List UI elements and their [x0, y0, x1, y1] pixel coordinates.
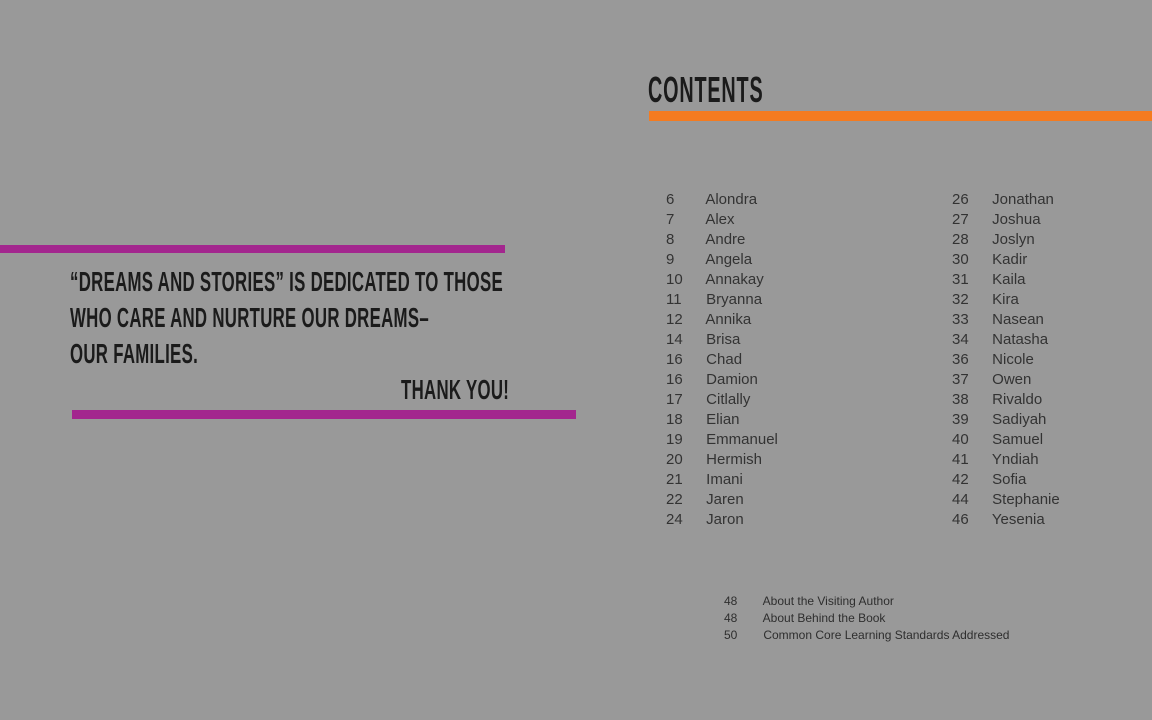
toc-page-number: 18: [666, 411, 683, 428]
toc-entry-title: Hermish: [706, 451, 763, 468]
dedication-top-rule: [0, 245, 505, 253]
toc-entry: [952, 190, 1060, 210]
dedication-line: OUR FAMILIES.: [70, 338, 199, 369]
toc-entry: [666, 490, 778, 510]
toc-entry: [952, 490, 1060, 510]
dedication-line: WHO CARE AND NURTURE OUR DREAMS–: [70, 302, 429, 333]
toc-entry: [952, 250, 1060, 270]
toc-entry-title: Samuel: [992, 431, 1044, 448]
toc-page-number: 6: [666, 191, 675, 208]
toc-page-number: 46: [952, 511, 969, 528]
toc-entry: [666, 190, 778, 210]
toc-page-number: 38: [952, 391, 969, 408]
toc-entry-title: Bryanna: [706, 291, 763, 308]
toc-page-number: 41: [952, 451, 969, 468]
toc-entry-title: Yndiah: [991, 451, 1039, 468]
dedication-line: “DREAMS AND STORIES” IS DEDICATED TO THOSE: [70, 266, 503, 297]
toc-entry: [666, 430, 778, 450]
toc-entry: [952, 390, 1060, 410]
toc-page-number: 27: [952, 211, 969, 228]
toc-entry-title: Natasha: [992, 331, 1049, 348]
toc-page-number: 34: [952, 331, 969, 348]
toc-page-number: 12: [666, 311, 683, 328]
toc-page-number: 8: [666, 231, 675, 248]
toc-entry: [666, 250, 778, 270]
toc-entry: [666, 290, 778, 310]
toc-entry-title: Jonathan: [992, 191, 1054, 208]
toc-page-number: 7: [666, 211, 675, 228]
contents-title: CONTENTS: [648, 69, 764, 110]
toc-page-number: 21: [666, 471, 683, 488]
toc-entry-title: Elian: [706, 411, 740, 428]
toc-page-number: 20: [666, 451, 683, 468]
toc-entry: [666, 270, 778, 290]
toc-column-right: [952, 190, 1060, 530]
contents-rule: [649, 111, 1152, 121]
toc-entry-title: Nasean: [992, 311, 1044, 328]
toc-entry: [666, 230, 778, 250]
toc-entry: [666, 410, 778, 430]
toc-page-number: 16: [666, 371, 683, 388]
toc-entry: [724, 610, 1009, 627]
toc-page-number: 37: [952, 371, 969, 388]
toc-entry-title: Imani: [706, 471, 743, 488]
toc-column-left: [666, 190, 778, 530]
toc-entry-title: Rivaldo: [992, 391, 1043, 408]
toc-entry: [952, 330, 1060, 350]
toc-page-number: 48: [724, 611, 738, 625]
toc-entry-title: Owen: [992, 371, 1032, 388]
toc-entry-title: Andre: [705, 231, 746, 248]
toc-entry-title: Nicole: [992, 351, 1034, 368]
toc-entry: [952, 230, 1060, 250]
toc-page-number: 31: [952, 271, 969, 288]
toc-entry: [952, 270, 1060, 290]
toc-entry: [952, 290, 1060, 310]
toc-page-number: 42: [952, 471, 969, 488]
toc-entry-title: Brisa: [706, 331, 741, 348]
toc-entry-title: Damion: [706, 371, 758, 388]
toc-page-number: 10: [666, 271, 683, 288]
toc-entry-title: Jaren: [706, 491, 744, 508]
toc-entry: [666, 470, 778, 490]
toc-entry-title: Emmanuel: [706, 431, 778, 448]
dedication-bottom-rule: [72, 410, 576, 419]
dedication-thanks: THANK YOU!: [401, 374, 510, 405]
toc-entry: [666, 450, 778, 470]
toc-entry-title: Sofia: [992, 471, 1027, 488]
toc-page-number: 30: [952, 251, 969, 268]
dedication-text: [70, 264, 509, 408]
toc-entry-title: Common Core Learning Standards Addressed: [763, 628, 1010, 642]
toc-page-number: 16: [666, 351, 683, 368]
toc-entry-title: Annika: [705, 311, 752, 328]
toc-entry: [666, 390, 778, 410]
toc-entry-title: Stephanie: [992, 491, 1060, 508]
toc-entry-title: Sadiyah: [992, 411, 1047, 428]
toc-entry: [666, 370, 778, 390]
toc-entry: [724, 627, 1009, 644]
toc-page-number: 17: [666, 391, 683, 408]
toc-page-number: 36: [952, 351, 969, 368]
toc-entry-title: About Behind the Book: [762, 611, 886, 625]
toc-entry-title: Joshua: [992, 211, 1041, 228]
toc-page-number: 26: [952, 191, 969, 208]
toc-entry-title: About the Visiting Author: [762, 594, 894, 608]
toc-page-number: 48: [724, 594, 738, 608]
toc-page-number: 39: [952, 411, 969, 428]
toc-entry: [724, 593, 1009, 610]
toc-page-number: 32: [952, 291, 969, 308]
toc-entry-title: Yesenia: [991, 511, 1045, 528]
toc-entry-title: Annakay: [705, 271, 764, 288]
toc-entry: [952, 470, 1060, 490]
toc-entry-title: Kadir: [992, 251, 1028, 268]
toc-entry-title: Chad: [706, 351, 743, 368]
toc-page-number: 14: [666, 331, 683, 348]
toc-page-number: 44: [952, 491, 969, 508]
toc-entry: [952, 370, 1060, 390]
toc-entry: [666, 510, 778, 530]
toc-entry: [666, 210, 778, 230]
toc-page-number: 11: [666, 291, 682, 308]
toc-page-number: 9: [666, 251, 675, 268]
toc-entry: [952, 450, 1060, 470]
toc-entry: [952, 350, 1060, 370]
toc-page-number: 28: [952, 231, 969, 248]
toc-entry: [952, 310, 1060, 330]
toc-page-number: 33: [952, 311, 969, 328]
toc-entry-title: Alex: [705, 211, 735, 228]
toc-footer-list: [724, 593, 1009, 644]
toc-page-number: 19: [666, 431, 683, 448]
toc-page-number: 22: [666, 491, 683, 508]
toc-entry: [952, 510, 1060, 530]
toc-entry-title: Joslyn: [992, 231, 1035, 248]
toc-page-number: 24: [666, 511, 683, 528]
toc-entry: [952, 410, 1060, 430]
toc-entry: [952, 210, 1060, 230]
toc-entry-title: Angela: [705, 251, 753, 268]
toc-entry-title: Kira: [992, 291, 1019, 308]
toc-page-number: 40: [952, 431, 969, 448]
toc-entry-title: Kaila: [992, 271, 1026, 288]
toc-entry: [666, 310, 778, 330]
toc-entry: [952, 430, 1060, 450]
toc-entry-title: Jaron: [706, 511, 744, 528]
toc-entry-title: Alondra: [705, 191, 758, 208]
toc-entry-title: Citlally: [706, 391, 751, 408]
toc-entry: [666, 330, 778, 350]
toc-entry: [666, 350, 778, 370]
toc-page-number: 50: [724, 628, 738, 642]
